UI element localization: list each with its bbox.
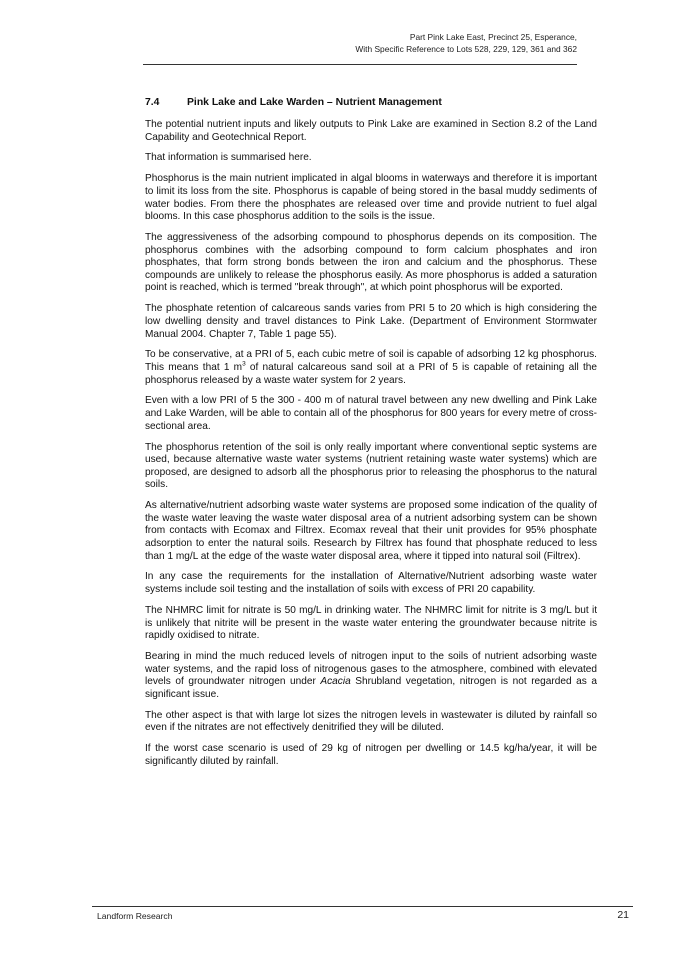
footer-divider bbox=[92, 906, 633, 907]
document-body bbox=[145, 96, 597, 777]
paragraph: If the worst case scenario is used of 29 kg of nitrogen per dwelling or 14.5 kg/ha/year, it will be significantly diluted by rainfall. bbox=[145, 743, 597, 767]
paragraph: The aggressiveness of the adsorbing compound to phosphorus depends on its composition. The phosphorus combines with the adsorbing compound to form calcium phosphates and iron phosphates, that form strong bonds between the iron and calcium and the phosphorus. These compounds are unlikely to release the phosphorus easily. As more phosphorus is added a saturation point is reached, which is termed "break through", at which point phosphorus will be exported. bbox=[145, 232, 597, 294]
page-header bbox=[355, 31, 577, 55]
paragraph: As alternative/nutrient adsorbing waste water systems are proposed some indication of the quality of the waste water leaving the waste water disposal area of a nutrient adsorbing system can be shown from contacts with Ecomax and Filtrex. Ecomax reveal that their unit provides for 95% phosphate adsorption to enter the natural soils. Research by Filtrex has found that phosphate reduced to less than 1 mg/L at the edge of the waste water disposal area, where it tipped into natural soil (Filtrex). bbox=[145, 500, 597, 562]
paragraph bbox=[145, 651, 597, 701]
section-number: 7.4 bbox=[145, 97, 160, 108]
paragraph: The other aspect is that with large lot sizes the nitrogen levels in wastewater is diluted by rainfall so even if the nitrates are not effectively denitrified they will be diluted. bbox=[145, 709, 597, 734]
paragraph: That information is summarised here. bbox=[145, 152, 312, 164]
header-line-2: With Specific Reference to Lots 528, 229, 129, 361 and 362 bbox=[355, 44, 577, 54]
paragraph: The phosphorus retention of the soil is only really important where conventional septic systems are used, because alternative waste water systems (nutrient retaining waste water systems) which are proposed, are designed to adsorb all the phosphorus prior to releasing the phosphorus to the natural soils. bbox=[145, 441, 597, 491]
italic-text: Acacia bbox=[320, 676, 351, 688]
footer-company: Landform Research bbox=[97, 911, 173, 921]
paragraph: The NHMRC limit for nitrate is 50 mg/L in drinking water. The NHMRC limit for nitrite is 3 mg/L but it is unlikely that nitrite will be present in the waste water entering the groundwater because nitrite is rapidly oxidised to nitrate. bbox=[145, 604, 597, 642]
paragraph-text: To be conservative, at a PRI of 5, each cubic metre of soil is capable of adsorbing 12 kg phosphorus. This means that 1 m bbox=[145, 349, 597, 373]
header-line-1: Part Pink Lake East, Precinct 25, Esperance, bbox=[409, 32, 577, 42]
page-number: 21 bbox=[617, 909, 629, 921]
superscript: 3 bbox=[242, 360, 246, 368]
header-divider bbox=[143, 64, 577, 65]
paragraph bbox=[145, 349, 597, 387]
section-title: Pink Lake and Lake Warden – Nutrient Management bbox=[187, 97, 442, 108]
paragraph-text: of natural calcareous sand soil at a PRI of 5 is capable of retaining all the phosphorus released by a waste water system for 2 years. bbox=[145, 361, 597, 386]
paragraph: The potential nutrient inputs and likely outputs to Pink Lake are examined in Section 8.2 of the Land Capability and Geotechnical Report. bbox=[145, 119, 597, 143]
paragraph: The phosphate retention of calcareous sands varies from PRI 5 to 20 which is high considering the low dwelling density and travel distances to Pink Lake. (Department of Environment Stormwater Manual 2004. Chapter 7, Table 1 page 55). bbox=[145, 303, 597, 340]
paragraph-text: Bearing in mind the much reduced levels of nitrogen input to the soils of nutrient adsorbing waste water systems, and the rapid loss of nitrogenous gases to the atmosphere, combined with elevated levels of groundwater nitrogen under bbox=[145, 651, 597, 688]
paragraph: Phosphorus is the main nutrient implicated in algal blooms in waterways and therefore it is important to limit its loss from the site. Phosphorus is capable of being stored in the basal muddy sediments of water bodies. From there the phosphates are released over time and provide nutrient to fuel algal blooms. In this case phosphorus addition to the soils is the issue. bbox=[145, 173, 597, 223]
section-heading bbox=[145, 96, 597, 109]
paragraph-text: Shrubland vegetation, nitrogen is not regarded as a significant issue. bbox=[145, 676, 597, 700]
paragraph: Even with a low PRI of 5 the 300 - 400 m of natural travel between any new dwelling and Pink Lake and Lake Warden, will be able to contain all of the phosphorus for 800 years for every metre of cross-sectional area. bbox=[145, 395, 597, 432]
paragraph: In any case the requirements for the installation of Alternative/Nutrient adsorbing waste water systems include soil testing and the installation of soils with excess of PRI 20 capability. bbox=[145, 571, 597, 596]
